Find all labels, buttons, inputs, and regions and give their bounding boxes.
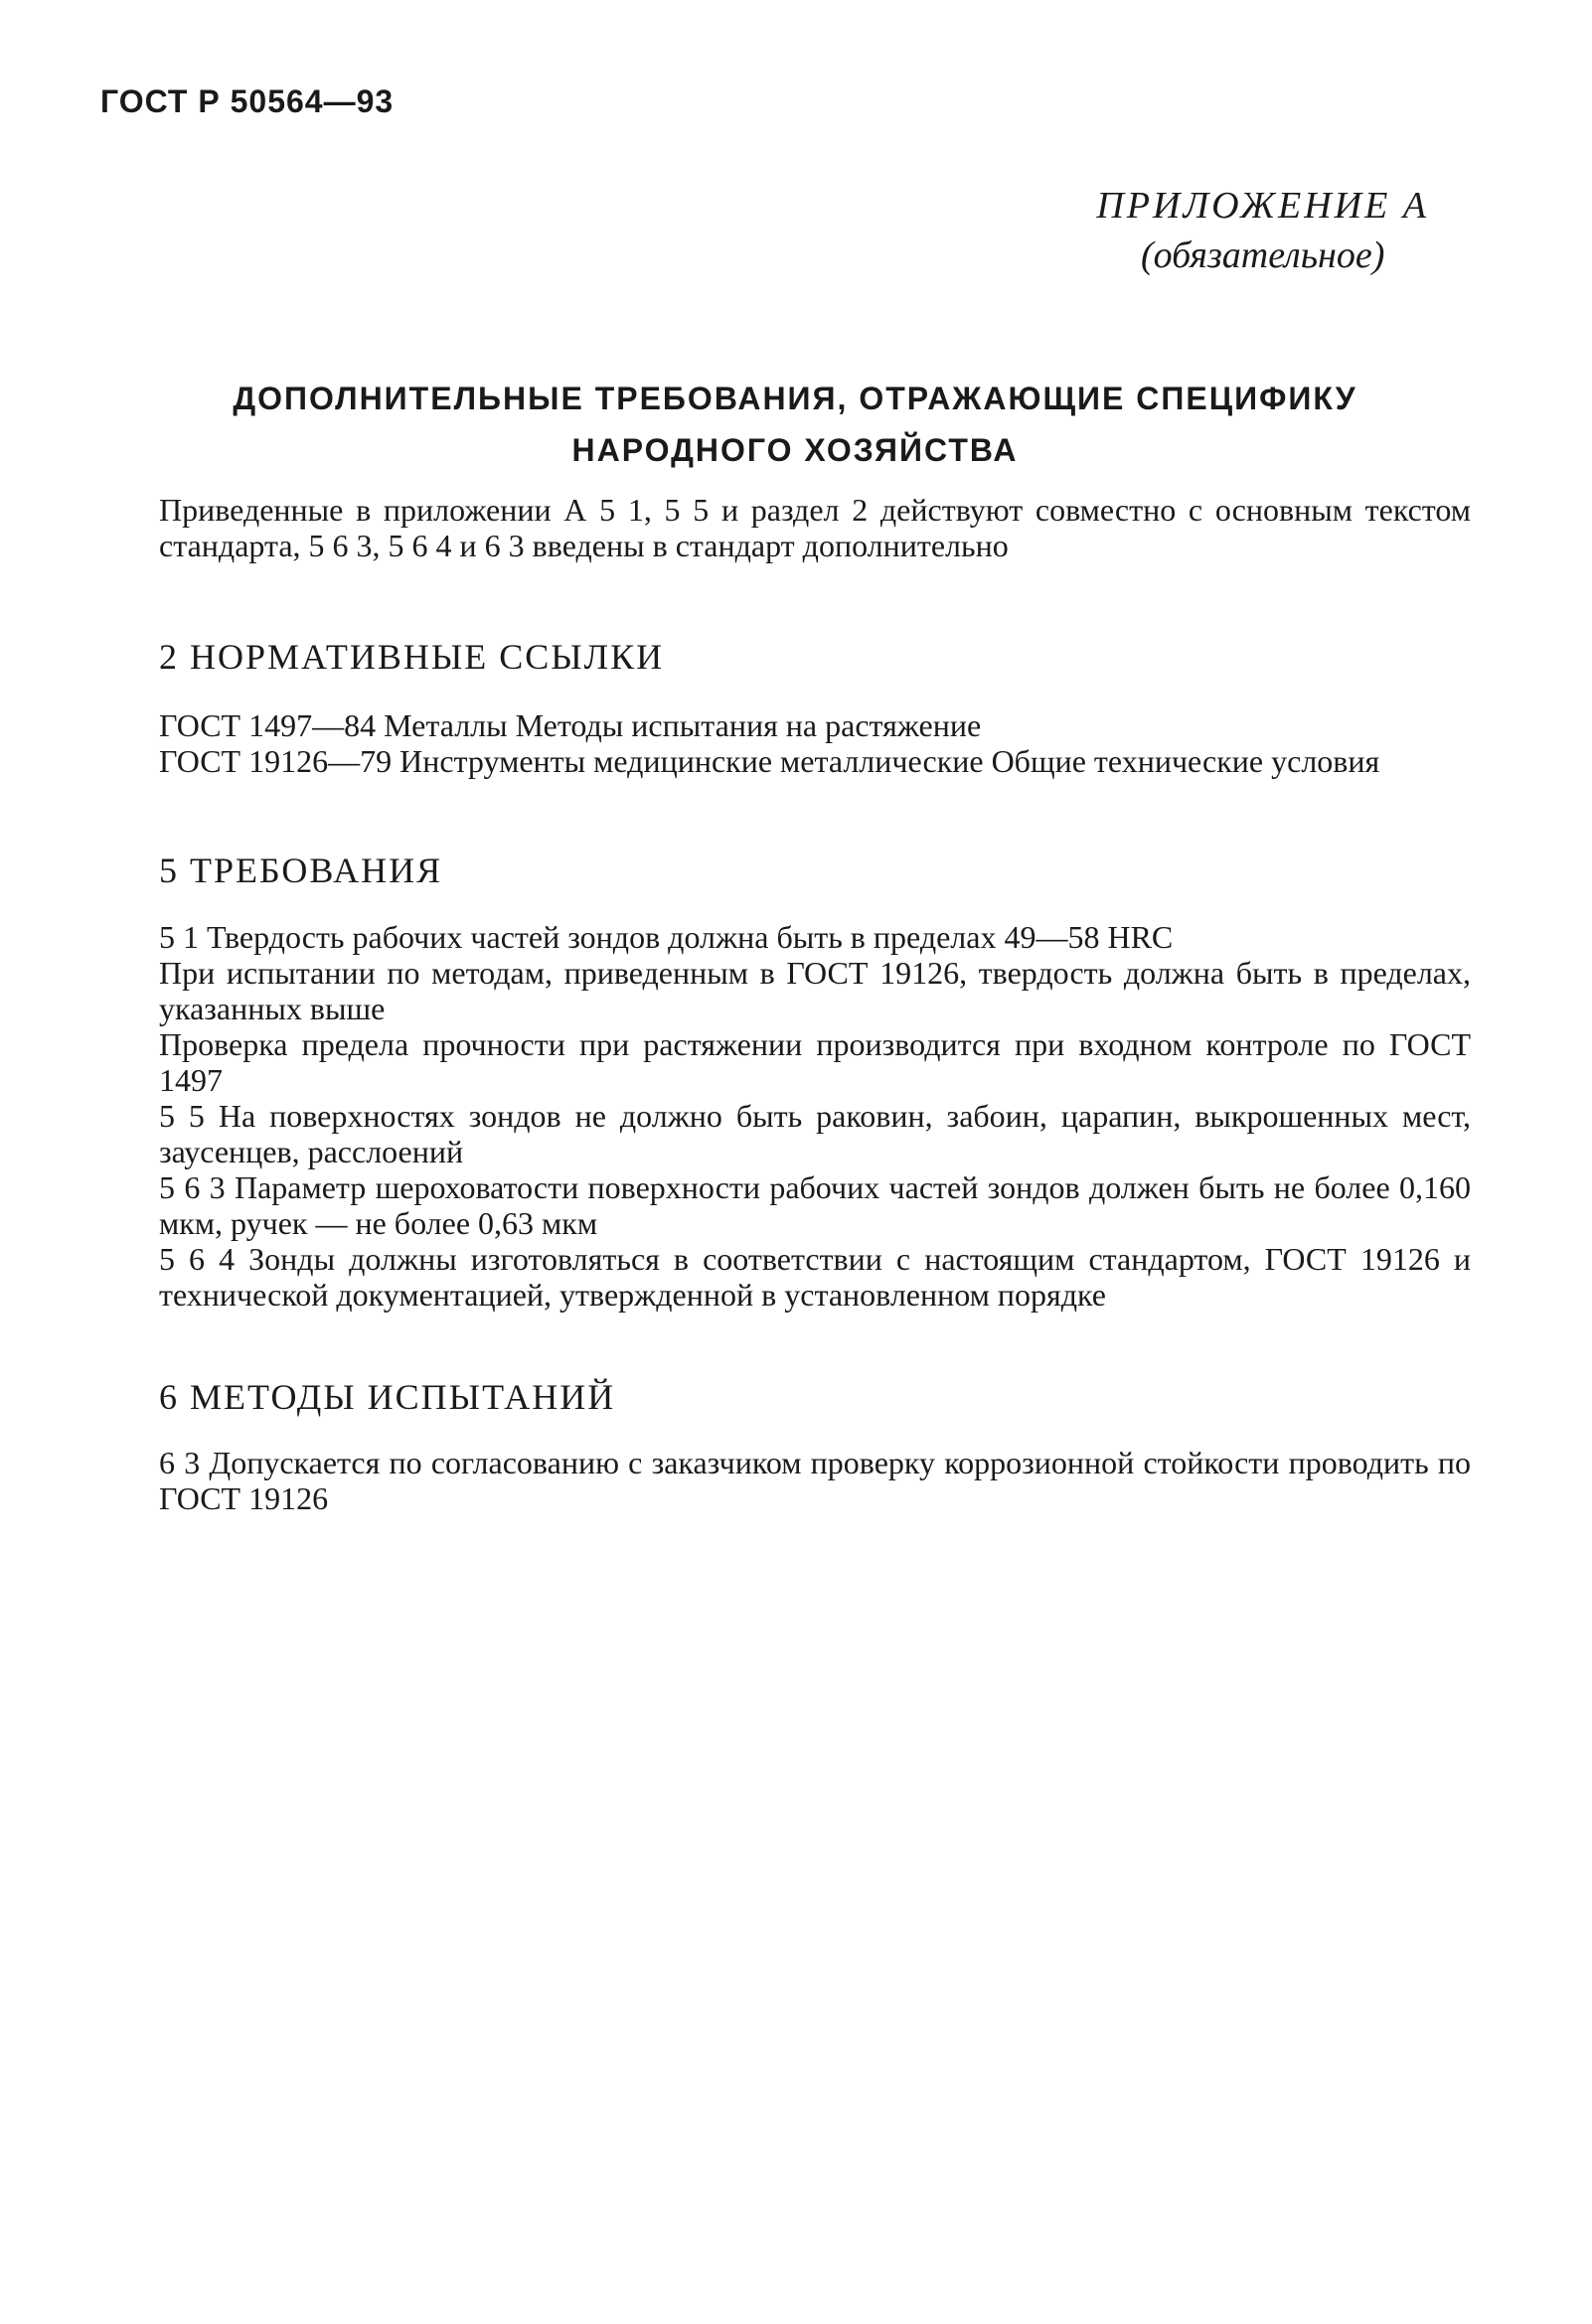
requirement-paragraph: При испытании по методам, приведенным в ГОСТ 19126, твердость должна быть в пределах, указанных выше [159, 955, 1471, 1026]
intro-paragraph [159, 492, 1471, 563]
requirement-paragraph: 5 6 3 Параметр шероховатости поверхности рабочих частей зондов должен быть не более 0,160 мкм, ручек — не более 0,63 мкм [159, 1169, 1471, 1241]
document-number: ГОСТ Р 50564—93 [100, 83, 395, 119]
section-6-heading: 6 МЕТОДЫ ИСПЫТАНИЙ [159, 1377, 616, 1417]
appendix-label: ПРИЛОЖЕНИЕ А [1096, 185, 1429, 227]
method-paragraph: 6 3 Допускается по согласованию с заказчиком проверку коррозионной стойкости проводить по ГОСТ 19126 [159, 1445, 1471, 1516]
intro-text: Приведенные в приложении А 5 1, 5 5 и раздел 2 действуют совместно с основным текстом стандарта, 5 6 3, 5 6 4 и 6 3 введены в стандарт дополнительно [159, 492, 1471, 563]
title-line-2: НАРОДНОГО ХОЗЯЙСТВА [571, 432, 1019, 468]
title-line-1: ДОПОЛНИТЕЛЬНЫЕ ТРЕБОВАНИЯ, ОТРАЖАЮЩИЕ СПЕЦИФИКУ [233, 381, 1357, 416]
appendix-block [1096, 181, 1429, 280]
reference-item: ГОСТ 19126—79 Инструменты медицинские металлические Общие технические условия [159, 743, 1380, 779]
appendix-title [139, 373, 1451, 476]
section-2-body [159, 707, 1471, 779]
section-5-heading: 5 ТРЕБОВАНИЯ [159, 851, 443, 890]
reference-item: ГОСТ 1497—84 Металлы Методы испытания на растяжение [159, 707, 982, 743]
section-5-body [159, 919, 1471, 1313]
section-2-heading: 2 НОРМАТИВНЫЕ ССЫЛКИ [159, 637, 665, 677]
requirement-paragraph: 5 1 Твердость рабочих частей зондов должна быть в пределах 49—58 HRC [159, 919, 1174, 955]
section-6-body [159, 1445, 1471, 1516]
requirement-paragraph: 5 5 На поверхностях зондов не должно быть раковин, забоин, царапин, выкрошенных мест, заусенцев, расслоений [159, 1098, 1471, 1169]
appendix-status: (обязательное) [1140, 234, 1385, 276]
requirement-paragraph: Проверка предела прочности при растяжении производится при входном контроле по ГОСТ 1497 [159, 1026, 1471, 1098]
requirement-paragraph: 5 6 4 Зонды должны изготовляться в соответствии с настоящим стандартом, ГОСТ 19126 и технической документацией, утвержденной в установленном порядке [159, 1241, 1471, 1313]
